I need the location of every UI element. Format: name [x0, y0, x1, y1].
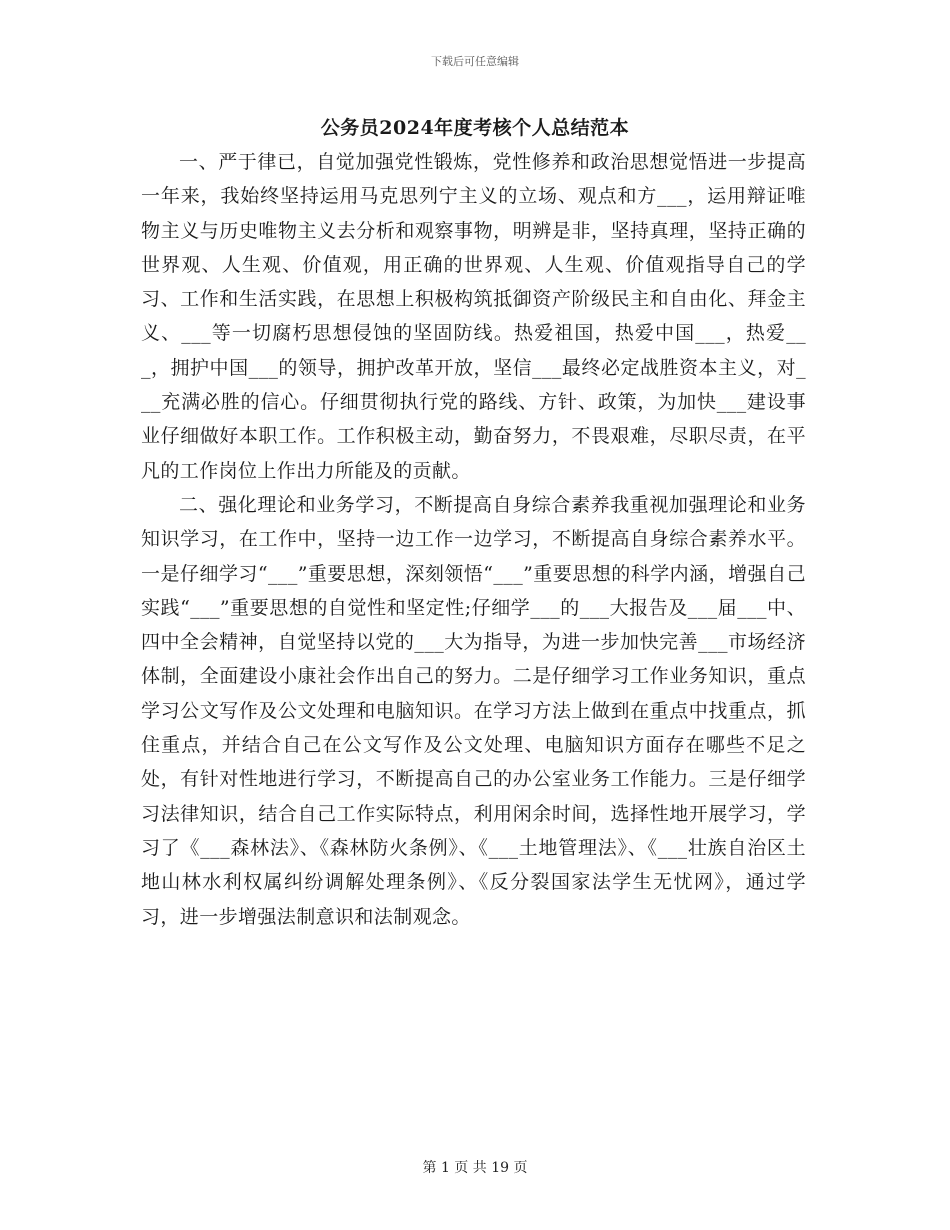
- document-title: 公务员2024年度考核个人总结范本: [320, 117, 630, 139]
- document-body: [141, 145, 806, 934]
- paragraph-2: 二、强化理论和业务学习，不断提高自身综合素养我重视加强理论和业务知识学习，在工作中，坚持一边工作一边学习，不断提高自身综合素养水平。一是仔细学习“___”重要思想，深刻领悟“___”重要思想的科学内涵，增强自己实践“___”重要思想的自觉性和坚定性;仔细学___的___大报告及___届___中、四中全会精神，自觉坚持以党的___大为指导，为进一步加快完善___市场经济体制，全面建设小康社会作出自己的努力。二是仔细学习工作业务知识，重点学习公文写作及公文处理和电脑知识。在学习方法上做到在重点中找重点，抓住重点，并结合自己在公文写作及公文处理、电脑知识方面存在哪些不足之处，有针对性地进行学习，不断提高自己的办公室业务工作能力。三是仔细学习法律知识，结合自己工作实际特点，利用闲余时间，选择性地开展学习，学习了《___森林法》、《森林防火条例》、《___土地管理法》、《___壮族自治区土地山林水利权属纠纷调解处理条例》、《反分裂国家法学生无忧网》，通过学习，进一步增强法制意识和法制观念。: [141, 493, 806, 928]
- page-number: 第 1 页 共 19 页: [422, 1160, 528, 1176]
- header-note: 下载后可任意编辑: [431, 55, 519, 68]
- paragraph-1: 一、严于律已，自觉加强党性锻炼，党性修养和政治思想觉悟进一步提高一年来，我始终坚持运用马克思列宁主义的立场、观点和方___，运用辩证唯物主义与历史唯物主义去分析和观察事物，明辨是非，坚持真理，坚持正确的世界观、人生观、价值观，用正确的世界观、人生观、价值观指导自己的学习、工作和生活实践，在思想上积极构筑抵御资产阶级民主和自由化、拜金主义、___等一切腐朽思想侵蚀的坚固防线。热爱祖国，热爱中国___，热爱___，拥护中国___的领导，拥护改革开放，坚信___最终必定战胜资本主义，对___充满必胜的信心。仔细贯彻执行党的路线、方针、政策，为加快___建设事业仔细做好本职工作。工作积极主动，勤奋努力，不畏艰难，尽职尽责，在平凡的工作岗位上作出力所能及的贡献。: [141, 151, 806, 482]
